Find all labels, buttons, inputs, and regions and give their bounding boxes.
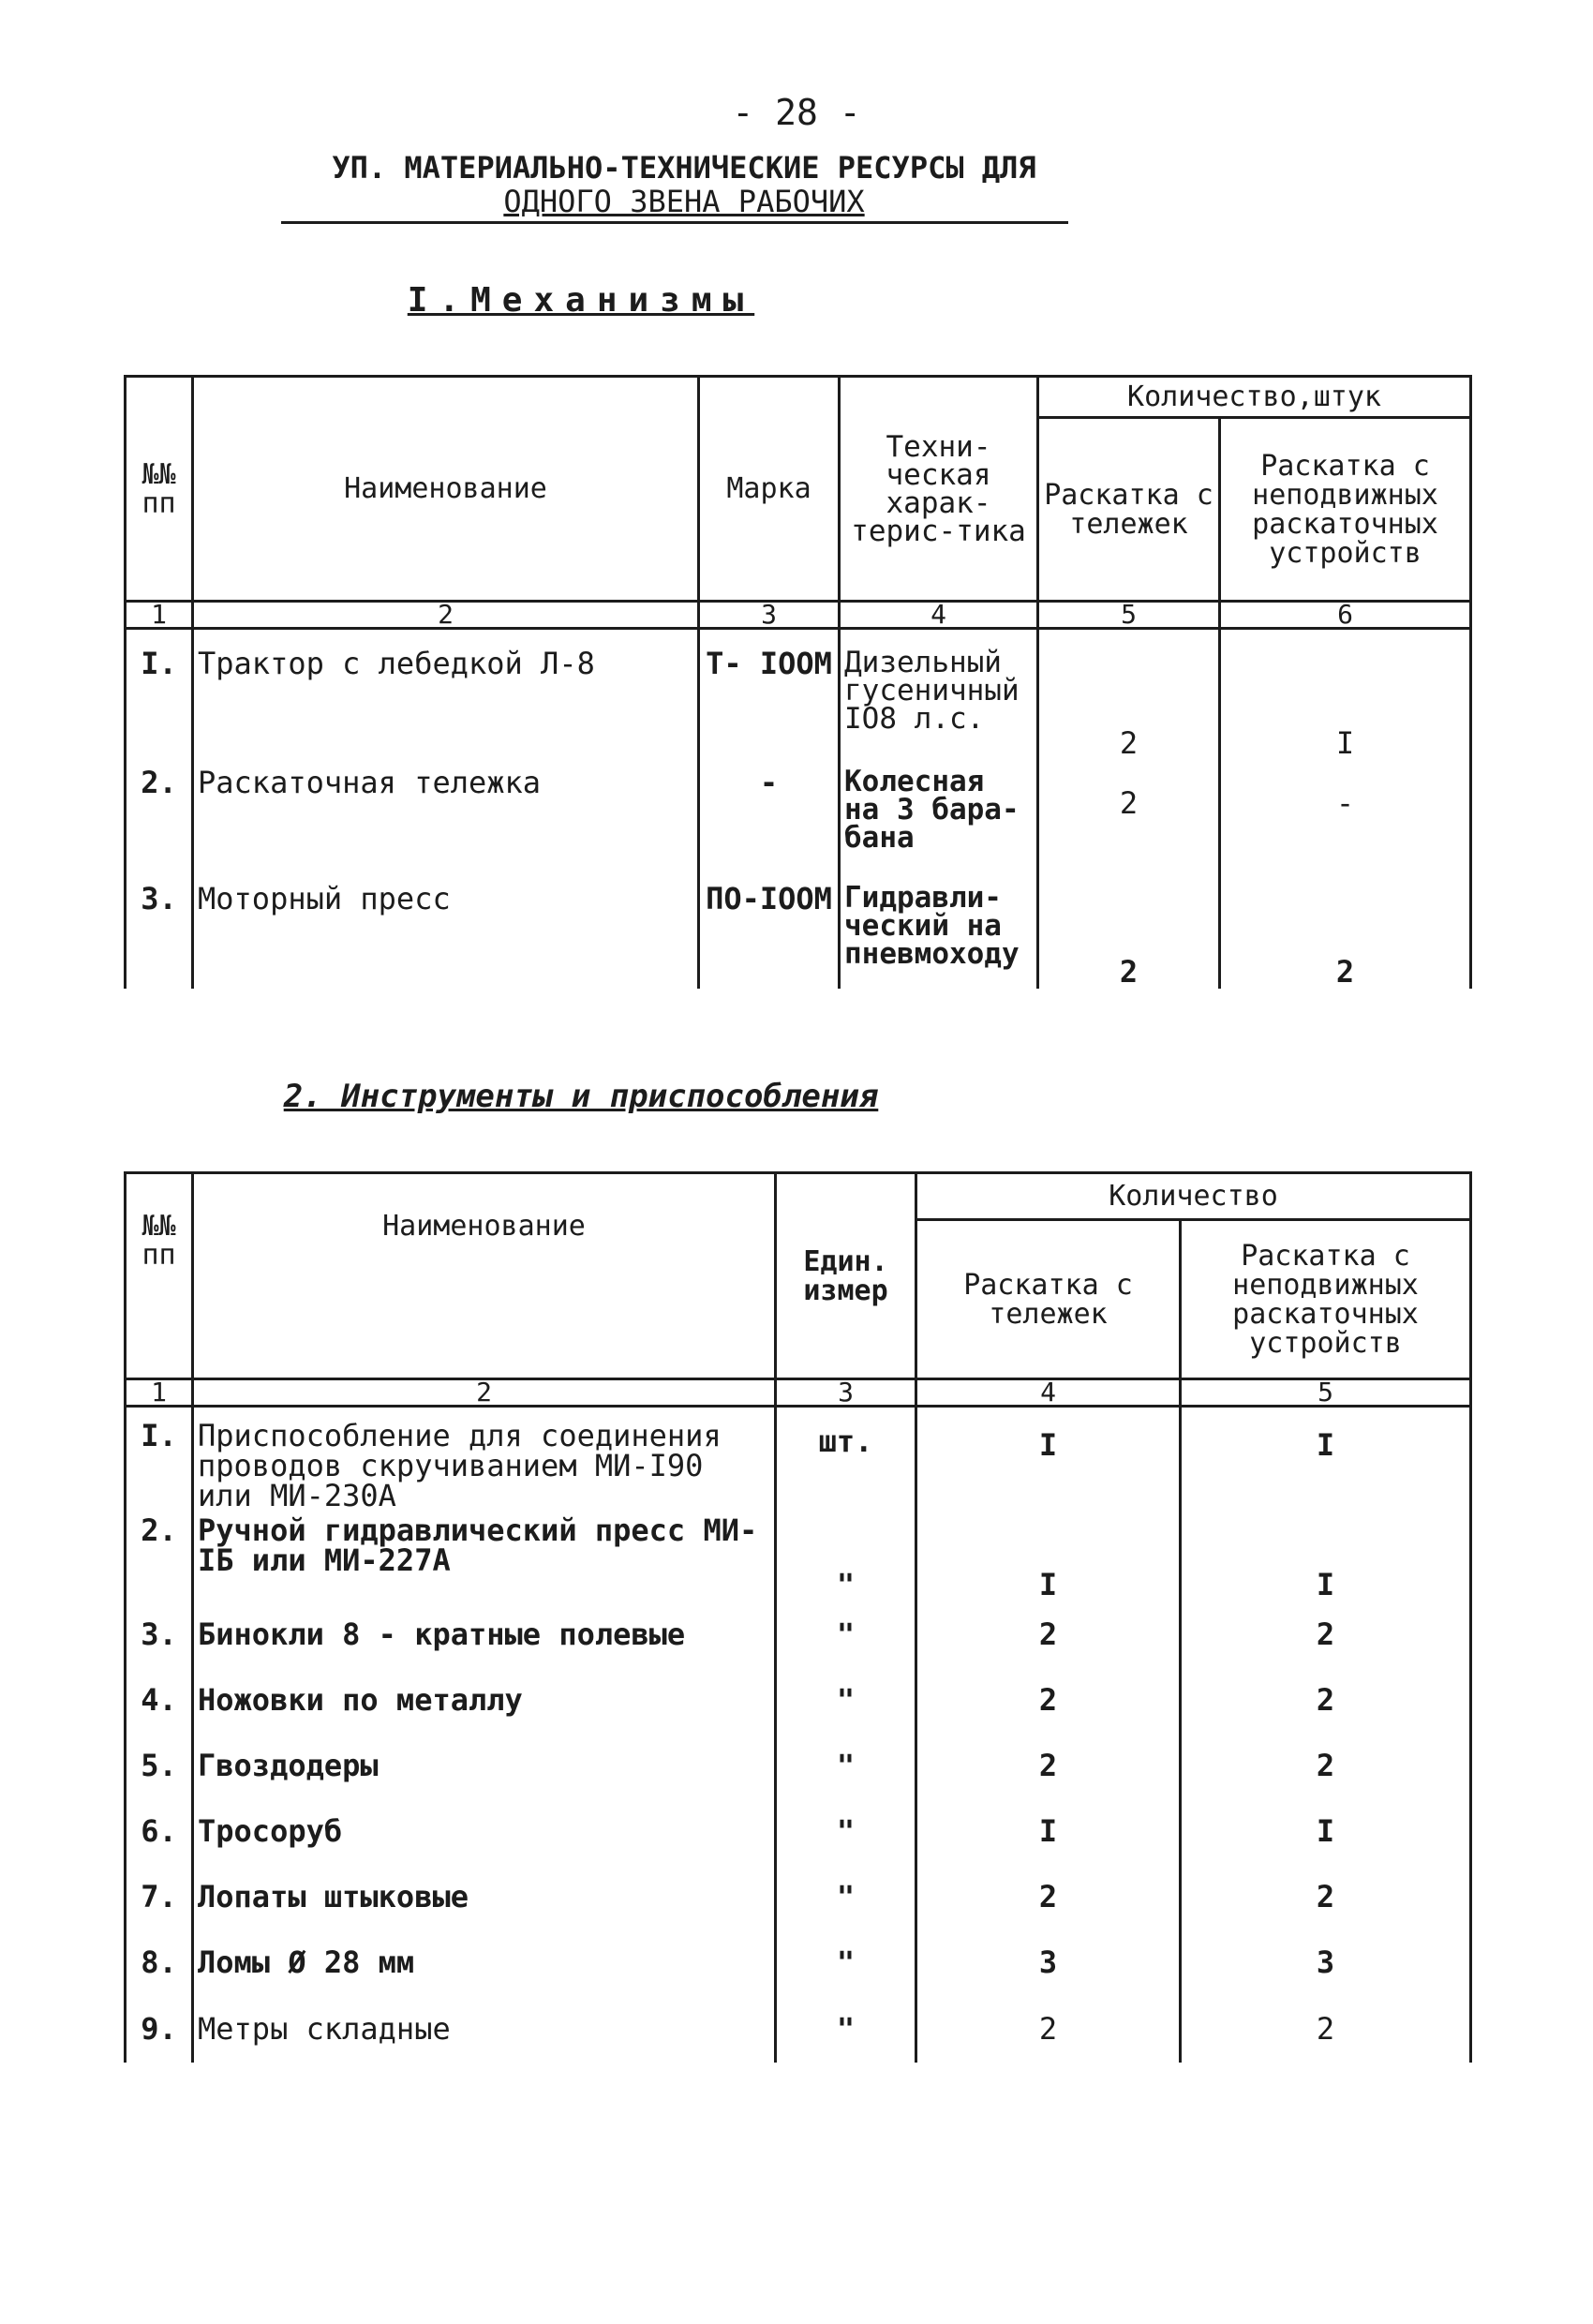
row-unit: " [776, 1733, 916, 1798]
row-trolley: 2 [916, 1601, 1181, 1667]
row-name: Ножовки по металлу [193, 1667, 776, 1733]
row-no: 6. [126, 1798, 193, 1864]
col-num: 5 [1038, 602, 1220, 629]
row-tech: Колесная на 3 бара-бана [840, 760, 1038, 876]
row-tech: Дизельный гусеничный IO8 л.с. [840, 629, 1038, 760]
header-qty: Количество [916, 1173, 1471, 1220]
row-fixed: - [1220, 760, 1471, 876]
row-fixed: 2 [1181, 1601, 1471, 1667]
row-unit: " [776, 1513, 916, 1601]
table-row [126, 1864, 1471, 1929]
col-num: 1 [126, 602, 193, 629]
row-no: I. [126, 1407, 193, 1513]
tools-table [124, 1171, 1472, 2063]
row-no: 3. [126, 876, 193, 989]
header-brand: Марка [699, 377, 840, 602]
col-num: 1 [126, 1379, 193, 1407]
row-name: Моторный пресс [193, 876, 699, 989]
row-unit: " [776, 1667, 916, 1733]
table-row [126, 1601, 1471, 1667]
table-row [126, 1667, 1471, 1733]
header-qty: Количество,штук [1038, 377, 1471, 418]
row-trolley: 2 [916, 1864, 1181, 1929]
col-num: 5 [1181, 1379, 1471, 1407]
row-fixed: I [1181, 1513, 1471, 1601]
header-name: Наименование [193, 377, 699, 602]
table-row [126, 1798, 1471, 1864]
row-trolley: 2 [1038, 629, 1220, 760]
row-tech: Гидравли-ческий на пневмоходу [840, 876, 1038, 989]
table-row [126, 1513, 1471, 1601]
row-name: Ломы Ø 28 мм [193, 1929, 776, 1995]
row-unit: " [776, 1601, 916, 1667]
table-row [126, 1407, 1471, 1513]
row-fixed: 3 [1181, 1929, 1471, 1995]
col-num: 6 [1220, 602, 1471, 629]
row-no: 2. [126, 1513, 193, 1601]
row-trolley: I [916, 1798, 1181, 1864]
table-row [126, 629, 1471, 760]
row-no: 7. [126, 1864, 193, 1929]
row-no: 3. [126, 1601, 193, 1667]
row-unit: " [776, 1929, 916, 1995]
row-name: Метры складные [193, 1995, 776, 2063]
row-name: Трактор с лебедкой Л-8 [193, 629, 699, 760]
row-no: 8. [126, 1929, 193, 1995]
row-name: Гвоздодеры [193, 1733, 776, 1798]
header-name: Наименование [193, 1173, 776, 1379]
row-fixed: 2 [1181, 1667, 1471, 1733]
row-trolley: 2 [916, 1995, 1181, 2063]
row-name: Приспособление для соединения проводов скручиванием МИ-I90 или МИ-230А [193, 1407, 776, 1513]
row-unit: шт. [776, 1407, 916, 1513]
header-tech: Техни-ческая харак-терис-тика [840, 377, 1038, 602]
header-trolley: Раскатка с тележек [916, 1220, 1181, 1379]
col-num: 2 [193, 1379, 776, 1407]
row-brand: Т- IOOM [699, 629, 840, 760]
column-numbers [126, 1379, 1471, 1407]
row-fixed: I [1181, 1407, 1471, 1513]
row-trolley: 2 [916, 1733, 1181, 1798]
table-row [126, 760, 1471, 876]
row-no: 9. [126, 1995, 193, 2063]
section-title-mechanisms: I.Механизмы [407, 281, 755, 320]
row-fixed: 2 [1181, 1733, 1471, 1798]
column-numbers [126, 602, 1471, 629]
row-unit: " [776, 1995, 916, 2063]
row-fixed: I [1181, 1798, 1471, 1864]
row-name: Тросоруб [193, 1798, 776, 1864]
row-name: Бинокли 8 - кратные полевые [193, 1601, 776, 1667]
row-brand: ПО-IOOM [699, 876, 840, 989]
row-unit: " [776, 1864, 916, 1929]
table-row [126, 1929, 1471, 1995]
col-num: 4 [916, 1379, 1181, 1407]
table-row [126, 1733, 1471, 1798]
row-name: Ручной гидравлический пресс МИ-IБ или МИ-227А [193, 1513, 776, 1601]
page-subtitle: ОДНОГО ЗВЕНА РАБОЧИХ [503, 184, 865, 219]
header-no: №№ пп [126, 377, 193, 602]
mechanisms-table [124, 375, 1472, 989]
header-trolley: Раскатка с тележек [1038, 418, 1220, 602]
header-fixed: Раскатка с неподвижных раскаточных устройств [1220, 418, 1471, 602]
col-num: 2 [193, 602, 699, 629]
row-no: 5. [126, 1733, 193, 1798]
row-no: 4. [126, 1667, 193, 1733]
row-trolley: I [916, 1513, 1181, 1601]
page-number: - 28 - [732, 92, 861, 133]
col-num: 3 [699, 602, 840, 629]
row-unit: " [776, 1798, 916, 1864]
row-name: Раскаточная тележка [193, 760, 699, 876]
row-name: Лопаты штыковые [193, 1864, 776, 1929]
row-brand: - [699, 760, 840, 876]
header-fixed: Раскатка с неподвижных раскаточных устройств [1181, 1220, 1471, 1379]
row-trolley: 2 [1038, 876, 1220, 989]
row-no: I. [126, 629, 193, 760]
row-fixed: 2 [1181, 1864, 1471, 1929]
row-trolley: 3 [916, 1929, 1181, 1995]
header-no: №№ пп [126, 1173, 193, 1379]
col-num: 4 [840, 602, 1038, 629]
row-trolley: I [916, 1407, 1181, 1513]
title-underline [281, 221, 1068, 224]
section-title-tools: 2. Инструменты и приспособления [283, 1078, 879, 1115]
row-fixed: 2 [1181, 1995, 1471, 2063]
col-num: 3 [776, 1379, 916, 1407]
page-title: УП. МАТЕРИАЛЬНО-ТЕХНИЧЕСКИЕ РЕСУРСЫ ДЛЯ [332, 150, 1036, 186]
table-row [126, 1995, 1471, 2063]
row-fixed: I [1220, 629, 1471, 760]
row-trolley: 2 [916, 1667, 1181, 1733]
row-trolley: 2 [1038, 760, 1220, 876]
row-fixed: 2 [1220, 876, 1471, 989]
table-row [126, 876, 1471, 989]
row-no: 2. [126, 760, 193, 876]
header-unit: Един. измер [776, 1173, 916, 1379]
